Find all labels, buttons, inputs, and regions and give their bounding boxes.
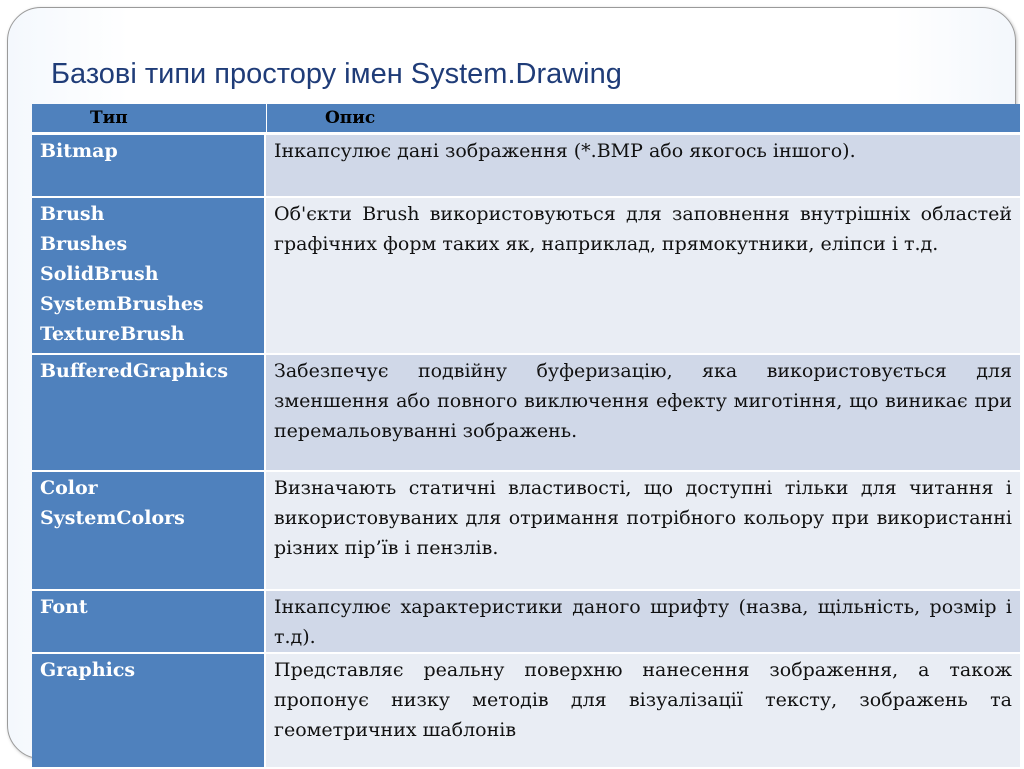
type-name: Graphics (40, 659, 136, 681)
slide-frame (7, 7, 1016, 759)
table-header-row (32, 104, 1020, 135)
description-cell: Представляє реальну поверхню нанесення зображення, а також пропонує низку методів для візуалізації тексту, зображень та геометричних шаблонів (266, 654, 1020, 769)
description-cell: Визначають статичні властивості, що доступні тільки для читання і використовуваних для отримання потрібного кольору при використанні різних пір’їв і пензлів. (266, 472, 1020, 591)
type-name: Brushes (40, 233, 128, 255)
header-description: Опис (266, 104, 1020, 135)
table-row (32, 135, 1020, 198)
type-cell (32, 654, 266, 769)
type-name: Color (40, 477, 98, 499)
types-table (32, 104, 1020, 769)
type-cell (32, 355, 266, 472)
type-name: SolidBrush (40, 263, 159, 285)
table-row (32, 654, 1020, 769)
table-row (32, 355, 1020, 472)
description-cell: Забезпечує подвійну буферизацію, яка використовується для зменшення або повного виключення ефекту миготіння, що виникає при перемальовуванні зображень. (266, 355, 1020, 472)
table-row (32, 472, 1020, 591)
description-cell: Інкапсулює дані зображення (*.BMP або якогось іншого). (266, 135, 1020, 198)
description-cell: Інкапсулює характеристики даного шрифту (назва, щільність, розмір і т.д). (266, 591, 1020, 654)
type-cell (32, 135, 266, 198)
description-cell: Об'єкти Brush використовуються для заповнення внутрішніх областей графічних форм таких як, наприклад, прямокутники, еліпси і т.д. (266, 198, 1020, 355)
slide-title: Базові типи простору імен System.Drawing (51, 58, 622, 90)
type-name: TextureBrush (40, 323, 185, 345)
type-cell (32, 198, 266, 355)
type-name: BufferedGraphics (40, 360, 229, 382)
type-name: SystemBrushes (40, 293, 204, 315)
type-name: SystemColors (40, 507, 185, 529)
type-name: Bitmap (40, 140, 118, 162)
table-row (32, 591, 1020, 654)
table-row (32, 198, 1020, 355)
type-cell (32, 472, 266, 591)
type-name: Font (40, 596, 88, 618)
type-name: Brush (40, 203, 105, 225)
header-type: Тип (32, 104, 266, 135)
type-cell (32, 591, 266, 654)
